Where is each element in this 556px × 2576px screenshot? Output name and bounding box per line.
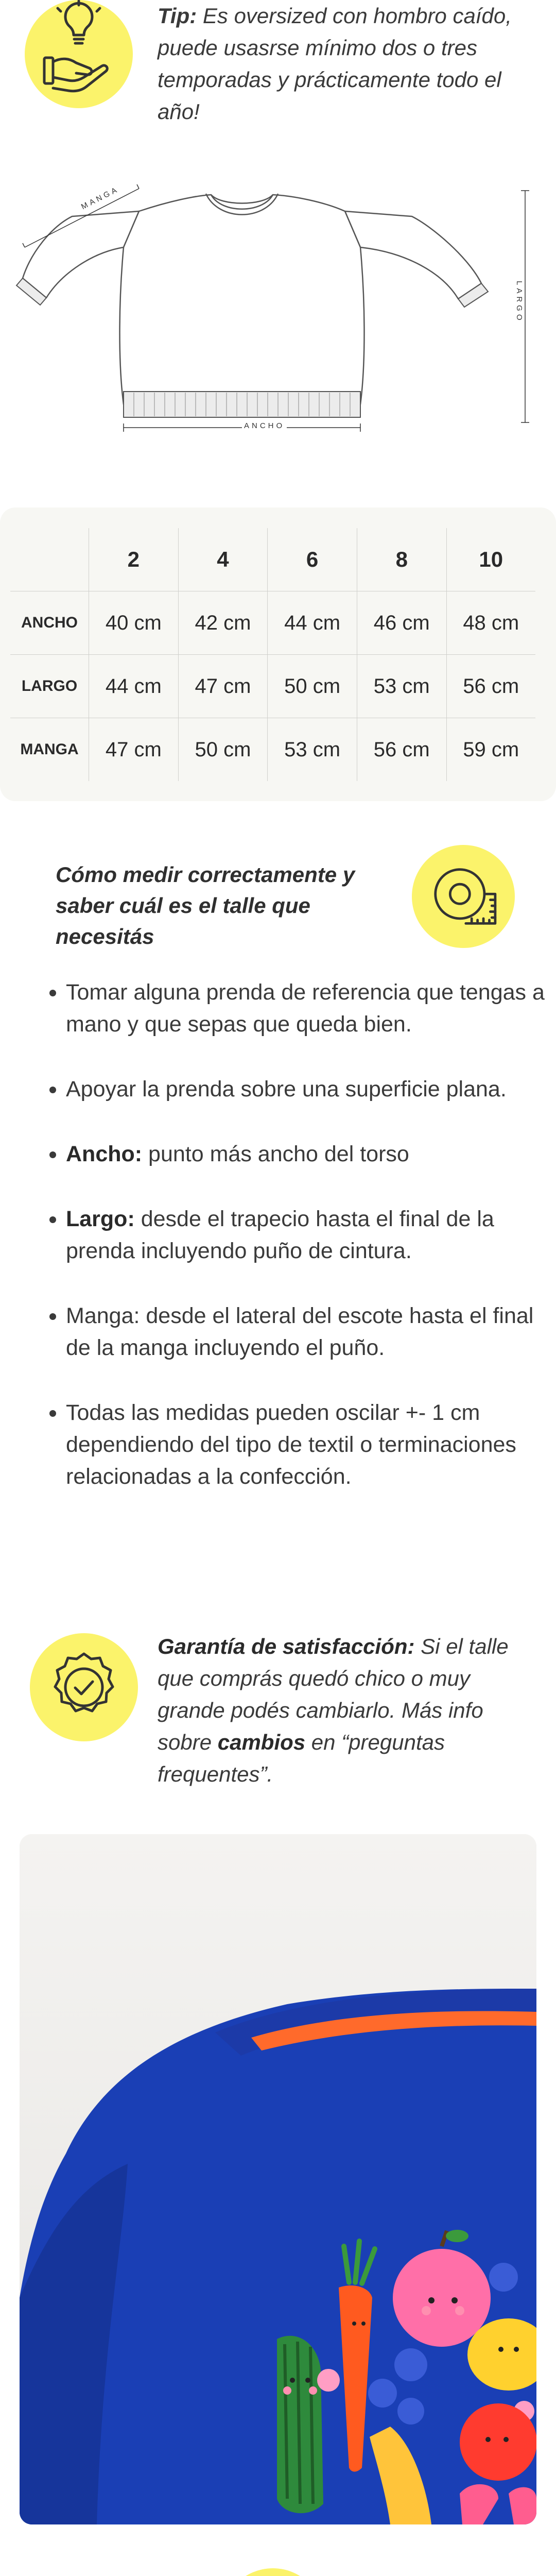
- hearts-chat-icon: [221, 2568, 324, 2576]
- table-cell: 56 cm: [446, 655, 535, 718]
- table-cell: 50 cm: [268, 655, 357, 718]
- list-item: • Todas las medidas pueden oscilar +- 1 cm dependiendo del tipo de textil o terminaciones relacionadas a la confección.: [66, 1397, 556, 1493]
- table-row: [10, 655, 535, 718]
- list-item: • Ancho: punto más ancho del torso: [66, 1138, 556, 1170]
- product-photo: [20, 1834, 536, 2524]
- guarantee-text: Garantía de satisfacción: Si el talle que comprás quedó chico o muy grande podés cambiarlo. Más info sobre cambios en “preguntas frequentes”.: [158, 1634, 509, 1786]
- size-header-row: [10, 528, 535, 591]
- badge-check-icon: [30, 1633, 138, 1741]
- list-item: • Tomar alguna prenda de referencia que tengas a mano y que sepas que queda bien.: [66, 976, 556, 1040]
- size-header: 4: [178, 528, 268, 591]
- measure-title: Cómo medir correctamente y saber cuál es el talle que necesitás: [56, 862, 355, 948]
- table-cell: 56 cm: [357, 718, 446, 782]
- measure-bullet-list: [40, 976, 556, 1526]
- tip-body: Es oversized con hombro caído, puede usasrse mínimo dos o tres temporadas y prácticamente todo el año!: [158, 4, 512, 124]
- size-header: 2: [89, 528, 179, 591]
- size-table: [10, 528, 535, 781]
- sweater-photo-illustration: [20, 1834, 536, 2524]
- size-header: 10: [446, 528, 535, 591]
- row-label: MANGA: [10, 718, 89, 782]
- tape-measure-icon: [412, 845, 515, 948]
- guarantee-label: Garantía de satisfacción:: [158, 1634, 415, 1658]
- table-cell: 53 cm: [357, 655, 446, 718]
- table-cell: 47 cm: [178, 655, 268, 718]
- table-cell: 44 cm: [268, 591, 357, 655]
- size-header: 8: [357, 528, 446, 591]
- sweater-outline-drawing: [15, 170, 535, 438]
- table-cell: 47 cm: [89, 718, 179, 782]
- ancho-label: ANCHO: [242, 421, 287, 430]
- row-label: LARGO: [10, 655, 89, 718]
- table-cell: 59 cm: [446, 718, 535, 782]
- lightbulb-hand-icon: [25, 0, 133, 108]
- manga-label: MANGA: [80, 184, 121, 212]
- table-cell: 46 cm: [357, 591, 446, 655]
- row-label: ANCHO: [10, 591, 89, 655]
- table-row: [10, 591, 535, 655]
- table-cell: 40 cm: [89, 591, 179, 655]
- table-row: [10, 718, 535, 782]
- table-cell: 42 cm: [178, 591, 268, 655]
- table-cell: 48 cm: [446, 591, 535, 655]
- table-cell: 50 cm: [178, 718, 268, 782]
- list-item: • Largo: desde el trapecio hasta el final de la prenda incluyendo puño de cintura.: [66, 1203, 556, 1267]
- corner-cell: [10, 528, 89, 591]
- list-item: • Manga: desde el lateral del escote hasta el final de la manga incluyendo el puño.: [66, 1300, 556, 1364]
- table-cell: 53 cm: [268, 718, 357, 782]
- largo-label: LARGO: [515, 281, 524, 324]
- tip-label: Tip:: [158, 4, 197, 28]
- size-table-card: [0, 507, 556, 801]
- size-header: 6: [268, 528, 357, 591]
- cambios-link[interactable]: cambios: [217, 1730, 306, 1754]
- list-item: • Apoyar la prenda sobre una superficie plana.: [66, 1073, 556, 1105]
- sweater-size-diagram: [15, 170, 535, 438]
- table-cell: 44 cm: [89, 655, 179, 718]
- tip-text: [158, 0, 533, 128]
